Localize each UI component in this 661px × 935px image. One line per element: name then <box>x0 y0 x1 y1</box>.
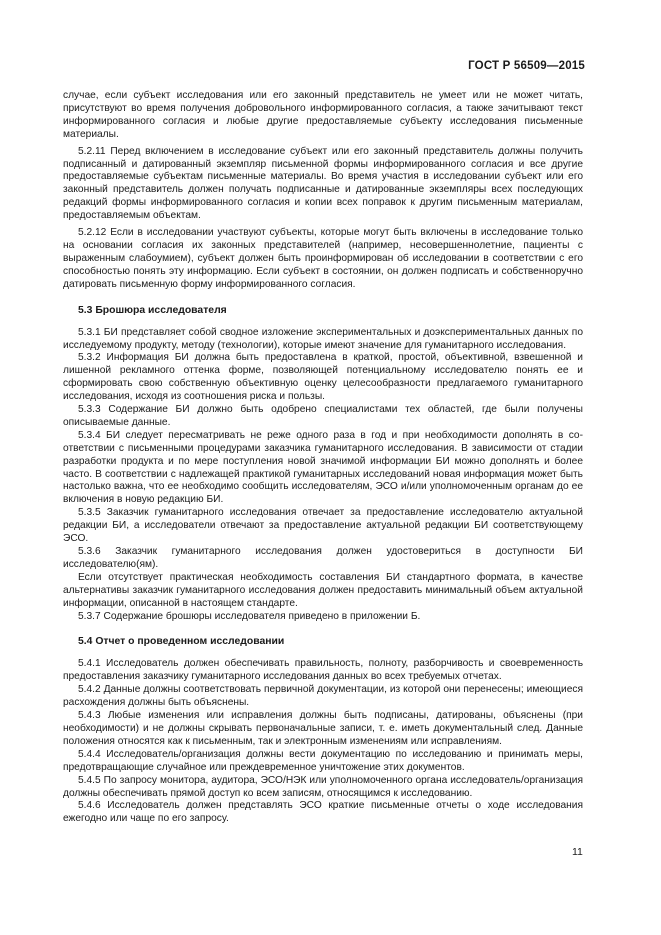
paragraph-5-4-3: 5.4.3 Любые изменения или исправления должны быть подписаны, датированы, объяснены (при необходимости) и не должны скрывать первоначальные записи, т. е. иметь документальный след. Данные положения относятся как к письменным, так и электронным изменениям или исправлениям. <box>63 710 583 747</box>
section-heading-5-4: 5.4 Отчет о проведенном исследовании <box>78 636 285 648</box>
paragraph-5-4-2: 5.4.2 Данные должны соответствовать первичной документации, из которой они перенесены; имеющиеся расхождения должны быть объяснены. <box>63 684 583 709</box>
paragraph-5-4-1: 5.4.1 Исследователь должен обеспечивать правильность, полноту, разборчивость и своевременность предоставления заказчику гуманитарного исследования данных во всех требуемых отчетах. <box>63 658 583 683</box>
paragraph-5-3-6-alternative: Если отсутствует практическая необходимость составления БИ стандартного формата, в качестве альтернативы заказчик гуманитарного исследования должен предоставить минимальный объем актуальной информации, описанной в настоящем стандарте. <box>63 571 583 609</box>
paragraph-continuation: случае, если субъект исследования или его законный представитель не умеет или не может читать, присутствуют во время получения добровольного информированного согласия, а также зачитывают текст информированного согласия и любые другие предоставляемые субъекту исследования письменные материалы. <box>63 90 583 140</box>
paragraph-5-3-4: 5.3.4 БИ следует пересматривать не реже одного раза в год и при необходимости дополнять в соответствии с письменными процедурами заказчика гуманитарного исследования. В зависимости от стадии разработки продукта и по мере поступления новой значимой информации БИ можно дополнять и более часто. В соответствии с надлежащей практикой гуманитарных исследований новая информация может быть настолько важна, что ее необходимо сообщить исследователям, ЭСО и/или уполномоченным органам до ее включения в новую редакцию БИ. <box>63 429 583 506</box>
paragraph-5-3-7: 5.3.7 Содержание брошюры исследователя приведено в приложении Б. <box>78 610 421 622</box>
paragraph-5-3-2: 5.3.2 Информация БИ должна быть предоставлена в краткой, простой, объективной, взвешенной и лишенной рекламного оттенка форме, позволяющей потенциальному исследователю понять ее и сформировать свою собственную объективную оценку целесообразности предлагаемого гуманитарного исследования, исходя из соотношения риска и пользы. <box>63 352 583 403</box>
section-heading-5-3: 5.3 Брошюра исследователя <box>78 304 227 316</box>
document-body <box>63 90 583 826</box>
paragraph-5-3-1: 5.3.1 БИ представляет собой сводное изложение экспериментальных и доэкспериментальных данных по исследуемому продукту, методу (технологии), которые имеют значение для гуманитарного исследования. <box>63 326 583 351</box>
paragraph-5-3-6: 5.3.6 Заказчик гуманитарного исследования должен удостовериться в доступности БИ исследователю(ям). <box>63 546 583 570</box>
paragraph-5-4-5: 5.4.5 По запросу монитора, аудитора, ЭСО/НЭК или уполномоченного органа исследователь/организация должны обеспечивать прямой доступ ко всем записям, относящимся к исследованию. <box>63 774 583 799</box>
paragraph-5-4-4: 5.4.4 Исследователь/организация должны вести документацию по исследованию и принимать меры, предотвращающие случайное или преждевременное уничтожение этих документов. <box>63 748 583 773</box>
paragraph-5-4-6: 5.4.6 Исследователь должен представлять ЭСО краткие письменные отчеты о ходе исследования ежегодно или чаще по его запросу. <box>63 800 583 825</box>
paragraph-5-3-3: 5.3.3 Содержание БИ должно быть одобрено специалистами тех областей, где были получены описываемые данные. <box>63 404 583 428</box>
paragraph-5-2-12: 5.2.12 Если в исследовании участвуют субъекты, которые могут быть включены в исследование только на основании согласия их законных представителей (например, несовершеннолетние, пациенты с выраженным слабоумием), субъект должен быть проинформирован об исследовании в соответствии с его способностью понять эту информацию. Если субъект в состоянии, он должен подписать и собственноручно датировать письменную форму информированного согласия. <box>63 227 583 290</box>
paragraph-5-2-11: 5.2.11 Перед включением в исследование субъект или его законный представитель должны получить подписанный и датированный экземпляр письменной формы информированного согласия и все другие предоставляемые субъектам письменные материалы. Во время участия в исследовании субъект или его законный представитель должен получать подписанные и датированные экземпляры всех последующих редакций формы информированного согласия и копии всех поправок к другим письменным материалам, предоставляемым объектам. <box>63 145 583 222</box>
document-standard-header: ГОСТ Р 56509—2015 <box>468 60 585 72</box>
paragraph-5-3-5: 5.3.5 Заказчик гуманитарного исследования отвечает за предоставление исследователю актуальной редакции БИ, а исследователи отвечают за предоставление актуальной редакции БИ соответствующему ЭСО. <box>63 507 583 545</box>
page-number: 11 <box>572 846 583 858</box>
